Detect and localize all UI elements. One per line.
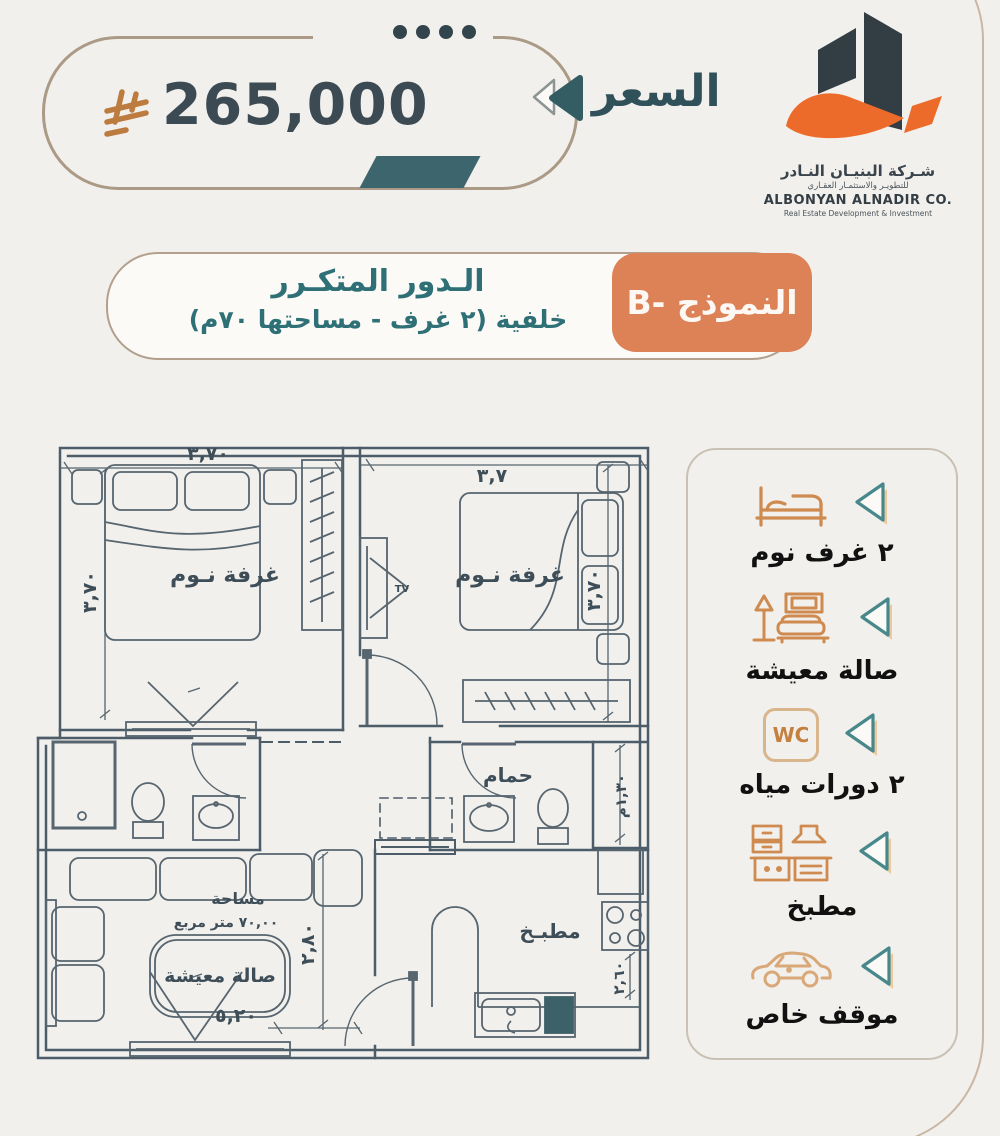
dim-kitchen-height: ٢,٦٠ — [610, 961, 628, 995]
price-amount: 265,000 — [162, 72, 429, 138]
area-label: مساحة — [211, 889, 265, 908]
feature-bedrooms-label: ٢ غرف نوم — [750, 538, 894, 568]
feature-bathrooms — [739, 708, 904, 800]
dot — [462, 25, 476, 39]
dim-bedroom-right-width: ٣,٧ — [476, 465, 508, 487]
dim-bathroom-width: ١,٣٠م — [612, 773, 630, 819]
feature-bullet-icon — [853, 829, 895, 877]
saudi-riyal-symbol-icon — [100, 86, 152, 144]
bed-icon — [753, 478, 829, 530]
logo-company-name-ar: شـركة البنيـان النـادر — [780, 162, 936, 180]
tv-label: TV — [394, 584, 410, 595]
price-label: السعر — [592, 66, 721, 117]
living-label: صالة معيشة — [164, 965, 276, 987]
feature-bullet-icon — [839, 711, 881, 759]
feature-bedrooms — [750, 478, 893, 568]
floor-type-subtitle: خلفية (٢ غرف - مساحتها ٧٠م) — [188, 305, 568, 334]
header-dots — [393, 25, 476, 39]
feature-living-label: صالة معيشة — [745, 656, 899, 686]
feature-bathrooms-label: ٢ دورات مياه — [739, 770, 905, 800]
logo-mark-icon — [752, 6, 964, 156]
dim-bedroom-left-height: ٣,٧٠ — [79, 570, 101, 614]
wc-icon: WC — [763, 708, 819, 762]
kitchen-label: مطبـخ — [519, 919, 581, 943]
logo-tagline-ar: للتطويـر والاستثمـار العقـاري — [807, 181, 909, 191]
dim-bedroom-left-width: ٣,٧٠ — [186, 443, 230, 465]
floor-plan — [30, 430, 660, 1070]
dot — [439, 25, 453, 39]
feature-kitchen — [749, 822, 895, 922]
logo-tagline-en: Real Estate Development & Investment — [783, 209, 933, 218]
logo-company-name-en: ALBONYAN ALNADIR CO. — [763, 193, 953, 208]
company-logo — [752, 6, 964, 218]
dot — [393, 25, 407, 39]
floor-type-title: الـدور المتكـرر — [271, 264, 485, 299]
features-panel — [686, 448, 958, 1060]
dim-living-width: ٥,٢٠ — [214, 1005, 258, 1027]
sofa-icon — [748, 590, 834, 648]
bathroom-label: حمام — [483, 763, 533, 787]
dot — [416, 25, 430, 39]
feature-parking — [746, 944, 899, 1030]
feature-kitchen-label: مطبخ — [786, 892, 858, 922]
feature-living — [745, 590, 898, 686]
feature-bullet-icon — [854, 595, 896, 643]
dim-living-height: ٢,٨٠ — [297, 922, 319, 966]
feature-bullet-icon — [855, 944, 897, 992]
feature-bullet-icon — [849, 480, 891, 528]
bedroom-right-label: غرفة نـوم — [455, 563, 565, 588]
car-icon — [747, 946, 835, 990]
bedroom-left-label: غرفة نـوم — [170, 563, 280, 588]
model-badge: النموذج -B — [612, 253, 812, 352]
teal-parallelogram — [359, 156, 480, 188]
feature-parking-label: موقف خاص — [745, 1000, 899, 1030]
price-arrow-icon — [528, 74, 590, 126]
dim-bedroom-right-height: ٣,٧٠ — [583, 568, 605, 612]
kitchen-icon — [749, 822, 833, 884]
area-value: ٧٠,٠٠ متر مربع — [173, 915, 279, 931]
